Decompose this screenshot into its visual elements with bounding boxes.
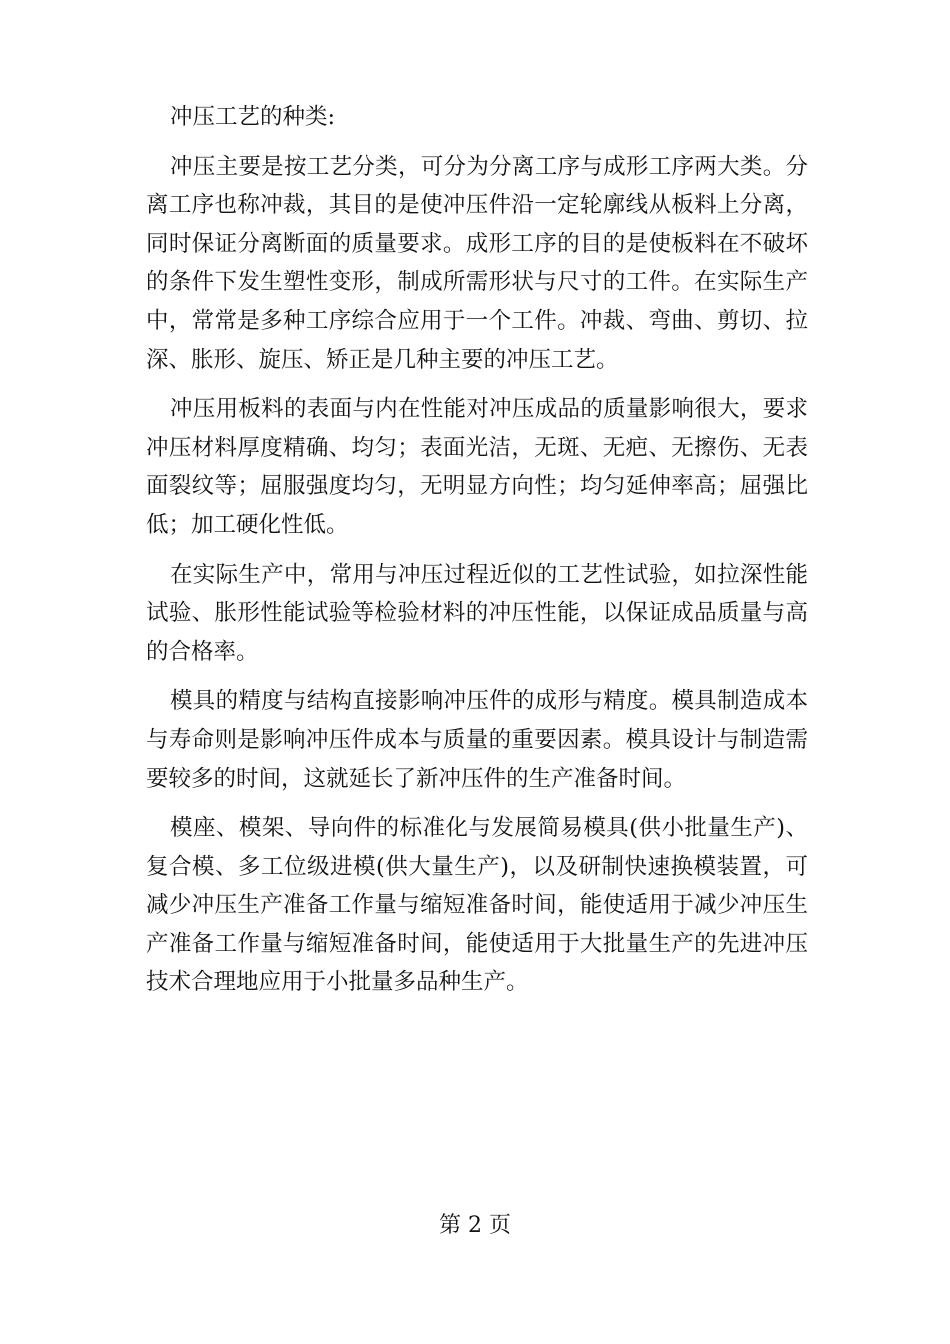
- document-body: [146, 98, 808, 1013]
- paragraph-standardization: 模座、模架、导向件的标准化与发展简易模具(供小批量生产)、复合模、多工位级进模(供大量生产)，以及研制快速换模装置，可减少冲压生产准备工作量与缩短准备时间，能使适用于减少冲压生产准备工作量与缩短准备时间，能使适用于大批量生产的先进冲压技术合理地应用于小批量多品种生产。: [146, 815, 808, 996]
- paragraph-process-tests: 在实际生产中，常用与冲压过程近似的工艺性试验，如拉深性能试验、胀形性能试验等检验材料的冲压性能，以保证成品质量与高的合格率。: [146, 561, 808, 665]
- section-heading: 冲压工艺的种类:: [170, 104, 336, 130]
- paragraph-process-types: 冲压主要是按工艺分类，可分为分离工序与成形工序两大类。分离工序也称冲裁，其目的是使冲压件沿一定轮廓线从板料上分离，同时保证分离断面的质量要求。成形工序的目的是使板料在不破坏的条件下发生塑性变形，制成所需形状与尺寸的工件。在实际生产中，常常是多种工序综合应用于一个工件。冲裁、弯曲、剪切、拉深、胀形、旋压、矫正是几种主要的冲压工艺。: [146, 153, 808, 373]
- paragraph-sheet-material: 冲压用板料的表面与内在性能对冲压成品的质量影响很大，要求冲压材料厚度精确、均匀；表面光洁，无斑、无疤、无擦伤、无表面裂纹等；屈服强度均匀，无明显方向性；均匀延伸率高；屈强比低；加工硬化性低。: [146, 396, 808, 538]
- paragraph-die-precision: 模具的精度与结构直接影响冲压件的成形与精度。模具制造成本与寿命则是影响冲压件成本与质量的重要因素。模具设计与制造需要较多的时间，这就延长了新冲压件的生产准备时间。: [146, 688, 808, 792]
- page-number: 第 2 页: [439, 1213, 511, 1238]
